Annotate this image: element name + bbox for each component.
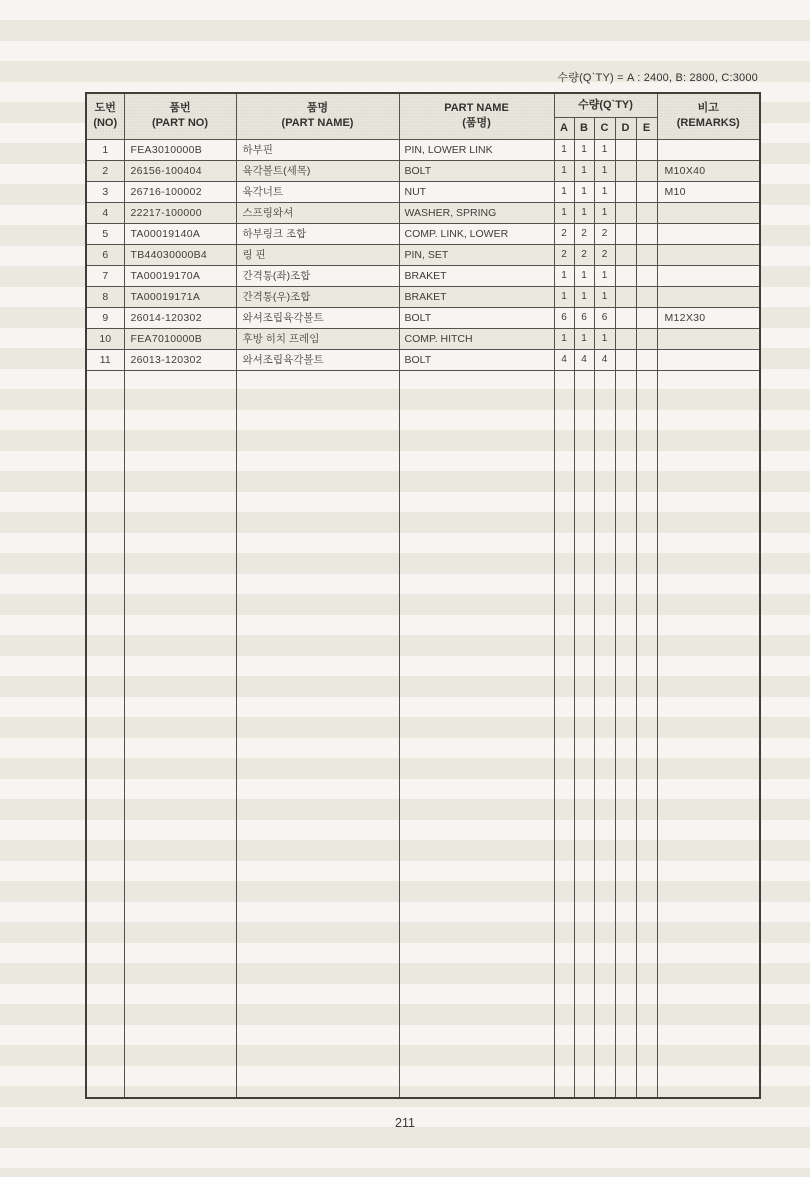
header-no — [86, 93, 124, 139]
table-row — [86, 223, 760, 244]
header-name-en-line2: (품명) — [462, 117, 491, 130]
cell-qty-e — [636, 139, 657, 160]
header-remarks-en: (REMARKS) — [676, 117, 740, 130]
table-header — [86, 93, 760, 139]
cell-remarks — [657, 139, 760, 160]
cell-no: 6 — [86, 244, 124, 265]
cell-name-kr: 링 핀 — [236, 244, 399, 265]
cell-name-en: PIN, LOWER LINK — [399, 139, 554, 160]
cell-remarks — [657, 244, 760, 265]
cell-qty-b: 1 — [574, 139, 594, 160]
cell-qty-e — [636, 181, 657, 202]
cell-qty-c: 6 — [594, 307, 615, 328]
cell-remarks — [657, 349, 760, 370]
table-row — [86, 265, 760, 286]
cell-part-no: FEA7010000B — [124, 328, 236, 349]
cell-qty-b: 1 — [574, 160, 594, 181]
cell-part-no: TA00019171A — [124, 286, 236, 307]
cell-qty-d — [615, 244, 636, 265]
cell-qty-a: 2 — [554, 244, 574, 265]
cell-qty-d — [615, 349, 636, 370]
cell-remarks — [657, 328, 760, 349]
table-row — [86, 328, 760, 349]
cell-qty-a: 1 — [554, 286, 574, 307]
cell-qty-d — [615, 139, 636, 160]
cell-name-en: NUT — [399, 181, 554, 202]
header-no-en: (NO) — [93, 117, 118, 130]
cell-name-en: COMP. LINK, LOWER — [399, 223, 554, 244]
table-row — [86, 160, 760, 181]
cell-qty-e — [636, 160, 657, 181]
cell-remarks: M12X30 — [657, 307, 760, 328]
cell-name-kr: 간격통(우)조합 — [236, 286, 399, 307]
cell-remarks — [657, 223, 760, 244]
cell-no: 3 — [86, 181, 124, 202]
cell-name-en: BOLT — [399, 349, 554, 370]
cell-part-no: 22217-100000 — [124, 202, 236, 223]
cell-qty-b: 6 — [574, 307, 594, 328]
cell-qty-a: 4 — [554, 349, 574, 370]
cell-no: 7 — [86, 265, 124, 286]
cell-qty-a: 1 — [554, 160, 574, 181]
header-qty-a: A — [554, 117, 574, 139]
header-qty-d: D — [615, 117, 636, 139]
cell-part-no: TA00019170A — [124, 265, 236, 286]
table-row — [86, 244, 760, 265]
header-name-en — [399, 93, 554, 139]
cell-qty-e — [636, 349, 657, 370]
cell-part-no: 26014-120302 — [124, 307, 236, 328]
cell-qty-b: 2 — [574, 223, 594, 244]
cell-qty-c: 1 — [594, 160, 615, 181]
header-name-kr — [236, 93, 399, 139]
cell-qty-e — [636, 265, 657, 286]
table-row — [86, 349, 760, 370]
cell-qty-d — [615, 160, 636, 181]
cell-qty-c: 2 — [594, 244, 615, 265]
cell-qty-a: 2 — [554, 223, 574, 244]
cell-qty-d — [615, 202, 636, 223]
cell-name-kr: 스프링와셔 — [236, 202, 399, 223]
cell-qty-b: 1 — [574, 181, 594, 202]
cell-qty-b: 1 — [574, 265, 594, 286]
cell-part-no: FEA3010000B — [124, 139, 236, 160]
cell-no: 10 — [86, 328, 124, 349]
cell-qty-a: 1 — [554, 181, 574, 202]
cell-qty-e — [636, 244, 657, 265]
cell-name-kr: 육각너트 — [236, 181, 399, 202]
cell-name-kr: 후방 히치 프레임 — [236, 328, 399, 349]
header-remarks-kr: 비고 — [697, 102, 719, 115]
header-no-kr: 도번 — [94, 102, 116, 115]
parts-table-container — [85, 92, 759, 1099]
cell-remarks — [657, 265, 760, 286]
cell-qty-e — [636, 202, 657, 223]
cell-qty-c: 1 — [594, 202, 615, 223]
cell-name-en: PIN, SET — [399, 244, 554, 265]
header-qty-b: B — [574, 117, 594, 139]
cell-qty-e — [636, 328, 657, 349]
cell-qty-d — [615, 328, 636, 349]
cell-qty-c: 1 — [594, 328, 615, 349]
cell-qty-b: 2 — [574, 244, 594, 265]
cell-name-kr: 와셔조립육각볼트 — [236, 307, 399, 328]
cell-qty-e — [636, 223, 657, 244]
cell-name-kr: 육각볼트(세목) — [236, 160, 399, 181]
cell-qty-b: 1 — [574, 202, 594, 223]
cell-part-no: 26013-120302 — [124, 349, 236, 370]
table-row — [86, 307, 760, 328]
cell-name-en: COMP. HITCH — [399, 328, 554, 349]
page-number: 211 — [395, 1116, 415, 1130]
cell-no: 2 — [86, 160, 124, 181]
cell-qty-c: 1 — [594, 286, 615, 307]
cell-remarks: M10 — [657, 181, 760, 202]
cell-name-en: BRAKET — [399, 265, 554, 286]
table-body — [86, 139, 760, 1098]
header-name-kr-line1: 품명 — [306, 102, 329, 115]
cell-no: 5 — [86, 223, 124, 244]
cell-qty-d — [615, 265, 636, 286]
cell-qty-a: 6 — [554, 307, 574, 328]
cell-qty-b: 4 — [574, 349, 594, 370]
header-qty-e: E — [636, 117, 657, 139]
cell-qty-c: 1 — [594, 265, 615, 286]
cell-name-kr: 와셔조립육각볼트 — [236, 349, 399, 370]
cell-name-en: BOLT — [399, 160, 554, 181]
cell-name-kr: 간격통(좌)조합 — [236, 265, 399, 286]
cell-qty-c: 1 — [594, 139, 615, 160]
cell-qty-e — [636, 286, 657, 307]
cell-name-en: WASHER, SPRING — [399, 202, 554, 223]
header-qty: 수량(Q`TY) — [554, 93, 657, 117]
cell-qty-c: 2 — [594, 223, 615, 244]
cell-part-no: 26156-100404 — [124, 160, 236, 181]
cell-qty-d — [615, 286, 636, 307]
header-part-no-en: (PART NO) — [151, 117, 208, 130]
header-name-en-line1: PART NAME — [444, 102, 509, 115]
header-remarks — [657, 93, 760, 139]
cell-qty-c: 1 — [594, 181, 615, 202]
cell-remarks — [657, 286, 760, 307]
cell-remarks — [657, 202, 760, 223]
cell-part-no: 26716-100002 — [124, 181, 236, 202]
cell-part-no: TA00019140A — [124, 223, 236, 244]
cell-qty-c: 4 — [594, 349, 615, 370]
cell-qty-a: 1 — [554, 328, 574, 349]
table-row — [86, 181, 760, 202]
cell-qty-b: 1 — [574, 328, 594, 349]
empty-filler-row — [86, 370, 760, 1098]
cell-qty-a: 1 — [554, 139, 574, 160]
cell-qty-a: 1 — [554, 265, 574, 286]
cell-qty-a: 1 — [554, 202, 574, 223]
cell-no: 8 — [86, 286, 124, 307]
cell-remarks: M10X40 — [657, 160, 760, 181]
table-row — [86, 202, 760, 223]
cell-name-kr: 하부링크 조합 — [236, 223, 399, 244]
table-row — [86, 139, 760, 160]
cell-qty-e — [636, 307, 657, 328]
cell-name-en: BRAKET — [399, 286, 554, 307]
cell-no: 1 — [86, 139, 124, 160]
cell-qty-d — [615, 181, 636, 202]
cell-qty-b: 1 — [574, 286, 594, 307]
header-part-no — [124, 93, 236, 139]
header-qty-c: C — [594, 117, 615, 139]
cell-qty-d — [615, 223, 636, 244]
table-row — [86, 286, 760, 307]
cell-name-en: BOLT — [399, 307, 554, 328]
cell-qty-d — [615, 307, 636, 328]
quantity-legend-note: 수량(Q`TY) = A : 2400, B: 2800, C:3000 — [557, 72, 758, 84]
header-name-kr-line2: (PART NAME) — [281, 117, 354, 130]
cell-name-kr: 하부핀 — [236, 139, 399, 160]
cell-no: 4 — [86, 202, 124, 223]
cell-no: 11 — [86, 349, 124, 370]
cell-part-no: TB44030000B4 — [124, 244, 236, 265]
parts-table — [85, 92, 761, 1099]
header-part-no-kr: 품번 — [169, 102, 191, 115]
cell-no: 9 — [86, 307, 124, 328]
